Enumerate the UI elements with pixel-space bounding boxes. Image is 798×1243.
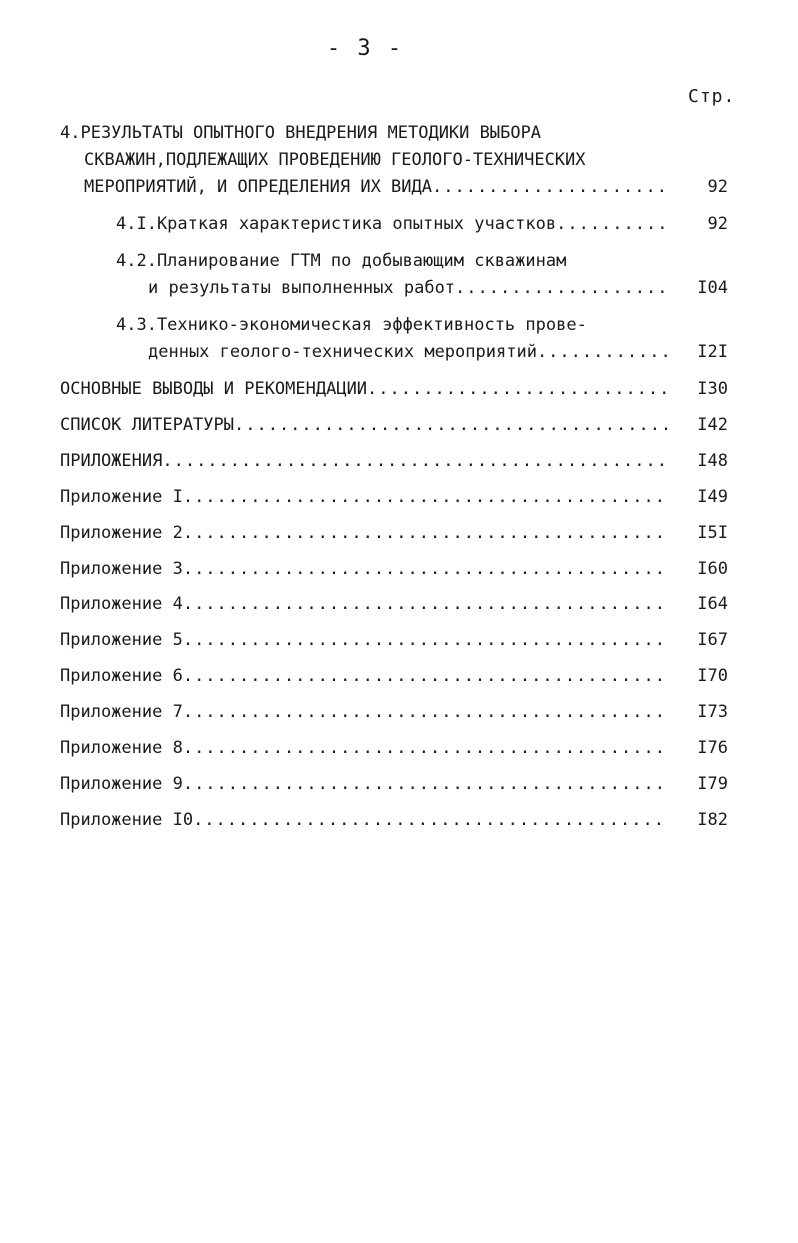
toc-section-4-2-label: и результаты выполненных работ bbox=[148, 278, 456, 298]
toc-entry-page: I67 bbox=[697, 630, 728, 650]
dot-leader bbox=[432, 174, 668, 201]
toc-section-4-2[interactable] bbox=[60, 248, 728, 302]
dot-leader bbox=[367, 376, 668, 403]
toc-entry-label: Приложение 5 bbox=[60, 630, 183, 650]
dot-leader bbox=[183, 627, 668, 654]
toc-entry-appendices[interactable] bbox=[60, 448, 728, 475]
toc-entry-page: I48 bbox=[697, 451, 728, 471]
toc-entry-page: I82 bbox=[697, 810, 728, 830]
toc-entry-label: Приложение 7 bbox=[60, 702, 183, 722]
toc-entry-appendix-8[interactable] bbox=[60, 735, 728, 762]
toc-entry-label: ОСНОВНЫЕ ВЫВОДЫ И РЕКОМЕНДАЦИИ bbox=[60, 379, 368, 399]
toc-entry-appendix-3[interactable] bbox=[60, 556, 728, 583]
toc-entry-page: I64 bbox=[697, 594, 728, 614]
toc-entry-appendix-2[interactable] bbox=[60, 520, 728, 547]
toc-entry-label: Приложение 9 bbox=[60, 774, 183, 794]
toc-entry-page: I42 bbox=[697, 415, 728, 435]
toc-section-4-3-line2 bbox=[60, 339, 728, 366]
toc-section-4-1[interactable] bbox=[60, 211, 728, 238]
toc-section-4-3-label: денных геолого-технических мероприятий bbox=[148, 342, 537, 362]
dot-leader bbox=[162, 448, 668, 475]
toc-entry-label: Приложение 3 bbox=[60, 559, 183, 579]
toc-section-4-line1: 4.РЕЗУЛЬТАТЫ ОПЫТНОГО ВНЕДРЕНИЯ МЕТОДИКИ ВЫБОРА bbox=[60, 123, 542, 143]
toc-entry-page: I30 bbox=[697, 379, 728, 399]
toc-section-4-label: МЕРОПРИЯТИЙ, И ОПРЕДЕЛЕНИЯ ИХ ВИДА bbox=[84, 177, 432, 197]
toc-entry-page: I73 bbox=[697, 702, 728, 722]
toc-entry-label: ПРИЛОЖЕНИЯ bbox=[60, 451, 163, 471]
toc-entry-page: I5I bbox=[697, 523, 728, 543]
toc-entry-page: I76 bbox=[697, 738, 728, 758]
dot-leader bbox=[183, 771, 668, 798]
toc-section-4-2-line2 bbox=[60, 275, 728, 302]
toc-section-4-3-page: I2I bbox=[697, 342, 728, 362]
toc-section-4-3-line1: 4.3.Технико-экономическая эффективность прове- bbox=[116, 315, 587, 335]
page-column-header: Стр. bbox=[688, 86, 736, 107]
toc-section-4-2-line1: 4.2.Планирование ГТМ по добывающим скважинам bbox=[116, 251, 567, 271]
toc-entry-conclusions[interactable] bbox=[60, 376, 728, 403]
toc-entry-page: I79 bbox=[697, 774, 728, 794]
dot-leader bbox=[455, 275, 668, 302]
dot-leader bbox=[234, 412, 668, 439]
dot-leader bbox=[556, 211, 668, 238]
toc-section-4-line2: СКВАЖИН,ПОДЛЕЖАЩИХ ПРОВЕДЕНИЮ ГЕОЛОГО-ТЕХНИЧЕСКИХ bbox=[84, 150, 586, 170]
toc-entry-appendix-10[interactable] bbox=[60, 807, 728, 834]
toc-entry-label: Приложение I bbox=[60, 487, 183, 507]
page-number: - 3 - bbox=[326, 36, 404, 61]
toc-entry-appendix-5[interactable] bbox=[60, 627, 728, 654]
toc-entry-label: Приложение 8 bbox=[60, 738, 183, 758]
toc-section-4[interactable] bbox=[60, 120, 728, 201]
dot-leader bbox=[183, 556, 668, 583]
toc-entry-page: I70 bbox=[697, 666, 728, 686]
dot-leader bbox=[183, 484, 668, 511]
dot-leader bbox=[183, 663, 668, 690]
toc-entry-appendix-4[interactable] bbox=[60, 591, 728, 618]
toc-entry-appendix-6[interactable] bbox=[60, 663, 728, 690]
toc-section-4-1-label: 4.I.Краткая характеристика опытных участков bbox=[116, 214, 557, 234]
toc-section-4-1-line bbox=[60, 211, 728, 238]
toc-entry-appendix-7[interactable] bbox=[60, 699, 728, 726]
toc-section-4-line3 bbox=[60, 174, 728, 201]
toc-entry-appendix-1[interactable] bbox=[60, 484, 728, 511]
toc-section-4-page: 92 bbox=[707, 177, 728, 197]
dot-leader bbox=[537, 339, 668, 366]
dot-leader bbox=[183, 735, 668, 762]
toc-section-4-3[interactable] bbox=[60, 312, 728, 366]
dot-leader bbox=[183, 520, 668, 547]
dot-leader bbox=[183, 699, 668, 726]
toc-entry-references[interactable] bbox=[60, 412, 728, 439]
toc-entry-label: Приложение 4 bbox=[60, 594, 183, 614]
toc-section-4-1-page: 92 bbox=[707, 214, 728, 234]
toc-entry-label: Приложение I0 bbox=[60, 810, 194, 830]
toc-entry-label: Приложение 2 bbox=[60, 523, 183, 543]
dot-leader bbox=[183, 591, 668, 618]
toc-entry-label: Приложение 6 bbox=[60, 666, 183, 686]
toc-section-4-2-page: I04 bbox=[697, 278, 728, 298]
toc-entry-page: I49 bbox=[697, 487, 728, 507]
toc-entry-label: СПИСОК ЛИТЕРАТУРЫ bbox=[60, 415, 234, 435]
toc-entry-appendix-9[interactable] bbox=[60, 771, 728, 798]
toc-entry-page: I60 bbox=[697, 559, 728, 579]
dot-leader bbox=[193, 807, 668, 834]
